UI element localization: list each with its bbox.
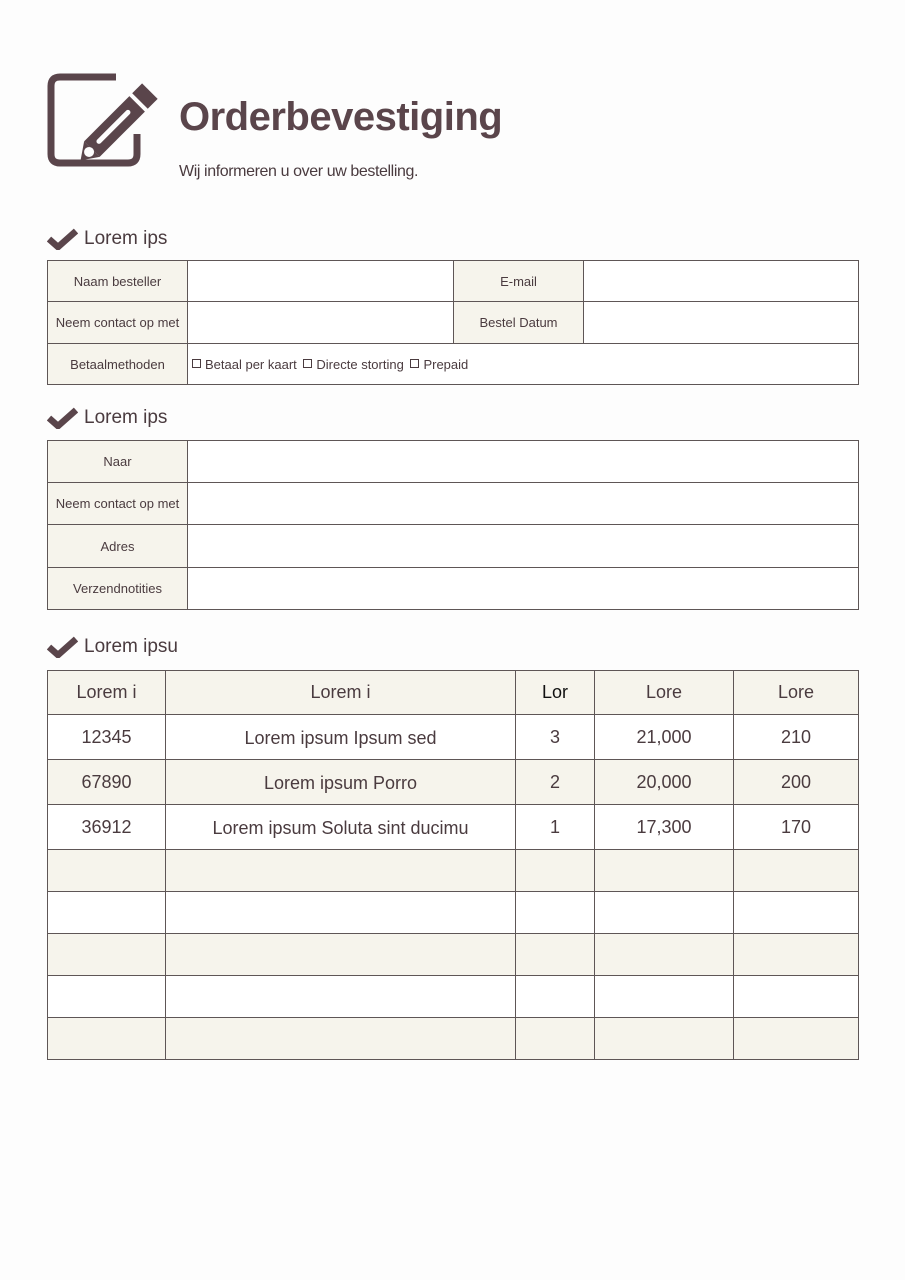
table-cell[interactable]: 21,000 <box>595 715 734 760</box>
recipient-field[interactable] <box>188 441 859 483</box>
payment-option-prepaid[interactable] <box>410 357 468 372</box>
table-row <box>48 302 859 344</box>
field-label: E-mail <box>454 261 584 302</box>
column-header: Lor <box>516 671 595 715</box>
section-title: Lorem ipsu <box>84 636 178 657</box>
table-cell[interactable]: 200 <box>734 760 859 805</box>
shipping-notes-field[interactable] <box>188 568 859 610</box>
payment-option-transfer[interactable] <box>303 357 403 372</box>
table-cell[interactable] <box>595 1018 734 1060</box>
order-date-field[interactable] <box>584 302 859 344</box>
table-row <box>48 934 859 976</box>
edit-pencil-icon <box>46 72 171 167</box>
table-cell[interactable]: 12345 <box>48 715 166 760</box>
section-heading-orderer <box>47 226 167 252</box>
checkbox[interactable] <box>410 359 419 368</box>
option-label: Betaal per kaart <box>205 356 297 372</box>
section-title: Lorem ips <box>84 228 168 249</box>
field-label: Bestel Datum <box>454 302 584 344</box>
table-cell[interactable]: 1 <box>516 805 595 850</box>
column-header: Lorem i <box>166 671 516 715</box>
table-cell[interactable] <box>734 934 859 976</box>
table-cell[interactable]: Lorem ipsum Soluta sint ducimu <box>166 805 516 850</box>
table-cell[interactable] <box>734 976 859 1018</box>
table-row <box>48 568 859 610</box>
table-row <box>48 525 859 568</box>
payment-methods-field <box>188 344 859 385</box>
table-cell[interactable] <box>734 850 859 892</box>
table-row <box>48 976 859 1018</box>
table-cell[interactable] <box>595 934 734 976</box>
table-row <box>48 805 859 850</box>
table-cell[interactable] <box>48 892 166 934</box>
orderer-name-field[interactable] <box>188 261 454 302</box>
field-label: Neem contact op met <box>48 302 188 344</box>
table-cell[interactable] <box>734 1018 859 1060</box>
page-subtitle: Wij informeren u over uw bestelling. <box>179 163 419 180</box>
order-items-table <box>47 670 859 1060</box>
checkmark-icon <box>47 228 78 250</box>
table-cell[interactable] <box>516 850 595 892</box>
address-field[interactable] <box>188 525 859 568</box>
table-header-row <box>48 671 859 715</box>
table-cell[interactable] <box>734 892 859 934</box>
table-cell[interactable]: Lorem ipsum Porro <box>166 760 516 805</box>
table-row <box>48 441 859 483</box>
section-heading-items <box>47 634 178 660</box>
field-label: Verzendnotities <box>48 568 188 610</box>
option-label: Prepaid <box>423 356 469 372</box>
table-cell[interactable] <box>166 976 516 1018</box>
checkmark-icon <box>47 407 78 429</box>
table-row <box>48 483 859 525</box>
table-cell[interactable] <box>166 1018 516 1060</box>
table-row <box>48 1018 859 1060</box>
field-label: Adres <box>48 525 188 568</box>
table-row <box>48 344 859 385</box>
table-cell[interactable] <box>516 892 595 934</box>
table-cell[interactable] <box>48 850 166 892</box>
shipping-info-table <box>47 440 859 610</box>
field-label: Neem contact op met <box>48 483 188 525</box>
table-row <box>48 892 859 934</box>
contact-field[interactable] <box>188 483 859 525</box>
contact-field[interactable] <box>188 302 454 344</box>
option-label: Directe storting <box>316 356 404 372</box>
field-label: Betaalmethoden <box>48 344 188 385</box>
table-cell[interactable] <box>166 892 516 934</box>
table-row <box>48 850 859 892</box>
table-row <box>48 261 859 302</box>
table-cell[interactable] <box>48 976 166 1018</box>
table-cell[interactable]: 20,000 <box>595 760 734 805</box>
checkmark-icon <box>47 636 78 658</box>
table-cell[interactable]: 36912 <box>48 805 166 850</box>
table-cell[interactable] <box>595 850 734 892</box>
table-cell[interactable] <box>166 850 516 892</box>
orderer-info-table <box>47 260 859 385</box>
checkbox[interactable] <box>192 359 201 368</box>
table-row <box>48 760 859 805</box>
table-cell[interactable]: 170 <box>734 805 859 850</box>
table-cell[interactable]: 3 <box>516 715 595 760</box>
email-field[interactable] <box>584 261 859 302</box>
column-header: Lore <box>595 671 734 715</box>
payment-option-card[interactable] <box>192 357 297 372</box>
table-cell[interactable]: 17,300 <box>595 805 734 850</box>
table-cell[interactable] <box>166 934 516 976</box>
table-cell[interactable]: 2 <box>516 760 595 805</box>
section-heading-shipping <box>47 405 167 431</box>
table-cell[interactable] <box>48 1018 166 1060</box>
table-cell[interactable] <box>516 976 595 1018</box>
table-cell[interactable]: 210 <box>734 715 859 760</box>
column-header: Lorem i <box>48 671 166 715</box>
section-title: Lorem ips <box>84 407 168 428</box>
table-row <box>48 715 859 760</box>
table-cell[interactable] <box>595 892 734 934</box>
table-cell[interactable] <box>48 934 166 976</box>
field-label: Naar <box>48 441 188 483</box>
page-title: Orderbevestiging <box>179 95 503 139</box>
column-header: Lore <box>734 671 859 715</box>
checkbox[interactable] <box>303 359 312 368</box>
table-cell[interactable]: Lorem ipsum Ipsum sed <box>166 715 516 760</box>
table-cell[interactable] <box>595 976 734 1018</box>
table-cell[interactable]: 67890 <box>48 760 166 805</box>
table-cell[interactable] <box>516 934 595 976</box>
table-cell[interactable] <box>516 1018 595 1060</box>
field-label: Naam besteller <box>48 261 188 302</box>
